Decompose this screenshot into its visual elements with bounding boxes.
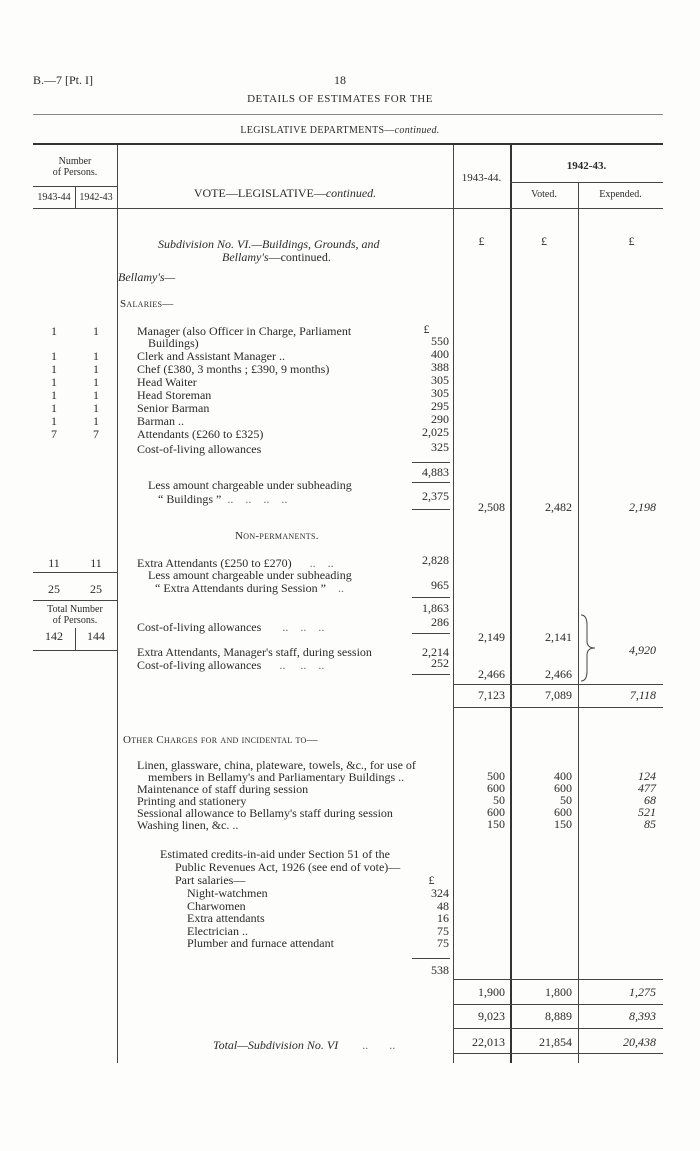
- session-staff-label: Extra Attendants, Manager's staff, during session: [137, 645, 372, 659]
- less-buildings-line2: “ Buildings ” .. .. .. ..: [158, 492, 288, 506]
- persons-1942: 1: [93, 388, 99, 402]
- col-expended: Expended.: [599, 189, 642, 200]
- persons-1942: 1: [93, 362, 99, 376]
- session-col-voted: 2,466: [545, 667, 572, 681]
- np-col-label: Cost-of-living allowances .. .. ..: [137, 620, 325, 634]
- session-col-label: Cost-of-living allowances .. .. ..: [137, 658, 325, 672]
- salary-description: Head Waiter: [137, 375, 197, 389]
- persons-1943: 1: [51, 414, 57, 428]
- other-total-voted: 1,800: [545, 985, 572, 999]
- charge-description: members in Bellamy's and Parliamentary Buildings ..: [148, 770, 405, 784]
- page-reference: B.—7 [Pt. I]: [33, 73, 93, 87]
- charge-expended: 477: [638, 781, 656, 795]
- salaries-net-expended: 2,198: [629, 500, 656, 514]
- charge-estimate: 500: [487, 769, 505, 783]
- grand-total-voted: 21,854: [539, 1035, 572, 1049]
- persons-1942: 1: [93, 401, 99, 415]
- charge-expended: 521: [638, 805, 656, 819]
- charge-description: Maintenance of staff during session: [137, 782, 309, 796]
- salary-amount: 388: [431, 360, 449, 374]
- col-estimate-1943: 1943-44.: [461, 172, 502, 184]
- salary-amount: 550: [431, 334, 449, 348]
- pound-sign-voted: £: [541, 234, 547, 248]
- salary-amount: 290: [431, 412, 449, 426]
- subtotal1-expended: 7,118: [629, 688, 656, 702]
- salary-amount: 305: [431, 386, 449, 400]
- credit-description: Extra attendants: [187, 911, 265, 925]
- persons-1942: 7: [93, 427, 99, 441]
- credit-amount: 324: [431, 886, 449, 900]
- persons-1943: 1: [51, 349, 57, 363]
- subtotal2-est: 9,023: [478, 1009, 505, 1023]
- col-1942-43-header: 1942-43.: [566, 160, 607, 172]
- less-buildings-amount: 2,375: [422, 489, 449, 503]
- salaries-total: 4,883: [422, 465, 449, 479]
- pound-sign-credits: £: [428, 873, 435, 887]
- total-persons-1942: 144: [87, 629, 105, 643]
- persons-1942: 1: [93, 324, 99, 338]
- charge-estimate: 50: [493, 793, 505, 807]
- persons-1942: 1: [93, 349, 99, 363]
- col-1943-persons: 1943-44: [37, 192, 71, 203]
- total-number-of-persons: Total Number of Persons.: [47, 604, 103, 626]
- salary-description: Manager (also Officer in Charge, Parliament: [137, 324, 352, 338]
- salaries-net-voted: 2,482: [545, 500, 572, 514]
- salary-description: Chef (£380, 3 months ; £390, 9 months): [137, 362, 330, 376]
- persons-1942: 1: [93, 375, 99, 389]
- salary-amount: 295: [431, 399, 449, 413]
- charge-description: Printing and stationery: [137, 794, 247, 808]
- bellamys-heading: Bellamy's—: [118, 270, 176, 284]
- salary-amount: 2,025: [422, 425, 449, 439]
- extra-att-n43: 11: [48, 556, 60, 570]
- charge-estimate: 600: [487, 781, 505, 795]
- charge-voted: 400: [554, 769, 572, 783]
- less-session-line2: “ Extra Attendants during Session ” ..: [155, 581, 344, 595]
- extra-attendants-label: Extra Attendants (£250 to £270) .. ..: [137, 556, 334, 570]
- salary-description: Senior Barman: [137, 401, 210, 415]
- charge-voted: 50: [560, 793, 572, 807]
- persons-1943: 1: [51, 324, 57, 338]
- subtotal1-voted: 7,089: [545, 688, 572, 702]
- persons-1943: 1: [51, 362, 57, 376]
- pound-sign-exp: £: [628, 234, 635, 248]
- salaries-heading: Salaries—: [120, 298, 174, 310]
- pound-sign-sal: £: [423, 322, 430, 336]
- salary-description: Barman ..: [137, 414, 184, 428]
- grand-total-est: 22,013: [472, 1035, 505, 1049]
- credit-amount: 75: [437, 923, 449, 938]
- salary-amount: 305: [431, 373, 449, 387]
- other-total-est: 1,900: [478, 985, 505, 999]
- salary-description: Head Storeman: [137, 388, 212, 402]
- less-session-amount: 965: [431, 578, 449, 592]
- credit-description: Electrician ..: [187, 923, 248, 938]
- other-charges-heading: Other Charges for and incidental to—: [123, 734, 318, 746]
- charge-estimate: 150: [487, 817, 505, 831]
- salaries-net-est: 2,508: [478, 500, 505, 514]
- salary-description: Cost-of-living allowances: [137, 442, 262, 456]
- credits-line2: Public Revenues Act, 1926 (see end of vote)—: [175, 860, 401, 874]
- grand-total-expended: 20,438: [623, 1035, 656, 1049]
- salary-description: Clerk and Assistant Manager ..: [137, 349, 285, 363]
- charge-voted: 600: [554, 781, 572, 795]
- salary-description: Buildings): [148, 336, 199, 350]
- other-total-expended: 1,275: [629, 985, 656, 999]
- total-persons-1943: 142: [45, 629, 63, 643]
- np-expended: 4,920: [629, 643, 656, 657]
- less-session-n43: 25: [48, 582, 60, 596]
- charge-description: Linen, glassware, china, plateware, towels, &c., for use of: [137, 758, 416, 772]
- page-title: DETAILS OF ESTIMATES FOR THE: [247, 93, 433, 105]
- charge-expended: 68: [644, 793, 656, 807]
- charge-expended: 85: [644, 817, 656, 831]
- np-col-amount: 286: [431, 615, 449, 629]
- page-number: 18: [334, 73, 346, 87]
- np-col-voted: 2,141: [545, 630, 572, 644]
- credit-amount: 75: [437, 936, 449, 950]
- less-session-n42: 25: [90, 582, 102, 596]
- credit-description: Charwomen: [187, 898, 246, 913]
- salary-description: Attendants (£260 to £325): [137, 427, 264, 441]
- subdivision-heading-line1: Subdivision No. VI.—Buildings, Grounds, and: [158, 237, 380, 251]
- page-subtitle: LEGISLATIVE DEPARTMENTS—continued.: [240, 125, 440, 136]
- persons-1943: 7: [51, 427, 57, 441]
- credits-total: 538: [431, 963, 449, 977]
- subdivision-heading-line2: Bellamy's—continued.: [222, 250, 331, 264]
- charge-description: Washing linen, &c. ..: [137, 818, 239, 832]
- vote-heading: VOTE—LEGISLATIVE—continued.: [193, 186, 377, 200]
- session-col-est: 2,466: [478, 667, 505, 681]
- charge-estimate: 600: [487, 805, 505, 819]
- credit-amount: 16: [437, 911, 449, 925]
- session-staff-amount: 2,214: [422, 645, 449, 659]
- charge-description: Sessional allowance to Bellamy's staff during session: [137, 806, 393, 820]
- subtotal1-est: 7,123: [478, 688, 505, 702]
- charge-voted: 150: [554, 817, 572, 831]
- number-of-persons-header: Number of Persons.: [52, 156, 98, 178]
- pound-sign-est: £: [478, 234, 485, 248]
- subtotal2-expended: 8,393: [629, 1009, 656, 1023]
- persons-1943: 1: [51, 375, 57, 389]
- col-1942-persons: 1942-43: [79, 192, 113, 203]
- persons-1943: 1: [51, 401, 57, 415]
- charge-voted: 600: [554, 805, 572, 819]
- credits-line1: Estimated credits-in-aid under Section 51 of the: [160, 847, 390, 861]
- less-session-line1: Less amount chargeable under subheading: [148, 568, 352, 582]
- non-permanents-heading: Non-permanents.: [235, 530, 319, 542]
- credit-description: Plumber and furnace attendant: [187, 936, 334, 950]
- grand-total-label: Total—Subdivision No. VI .. ..: [213, 1038, 396, 1052]
- charge-expended: 124: [638, 769, 656, 783]
- extra-att-n42: 11: [90, 556, 102, 570]
- credits-part-salaries: Part salaries—: [175, 873, 246, 887]
- np-col-est: 2,149: [478, 630, 505, 644]
- extra-attendants-amount: 2,828: [422, 553, 449, 567]
- credit-amount: 48: [437, 898, 449, 913]
- np-subtotal: 1,863: [422, 601, 449, 615]
- persons-1943: 1: [51, 388, 57, 402]
- session-col-amount: 252: [431, 656, 449, 670]
- salary-amount: 325: [431, 440, 449, 454]
- salary-amount: 400: [431, 347, 449, 361]
- less-buildings-line1: Less amount chargeable under subheading: [148, 478, 352, 492]
- credit-description: Night-watchmen: [187, 886, 268, 900]
- persons-1942: 1: [93, 414, 99, 428]
- col-voted: Voted.: [531, 189, 557, 200]
- subtotal2-voted: 8,889: [545, 1009, 572, 1023]
